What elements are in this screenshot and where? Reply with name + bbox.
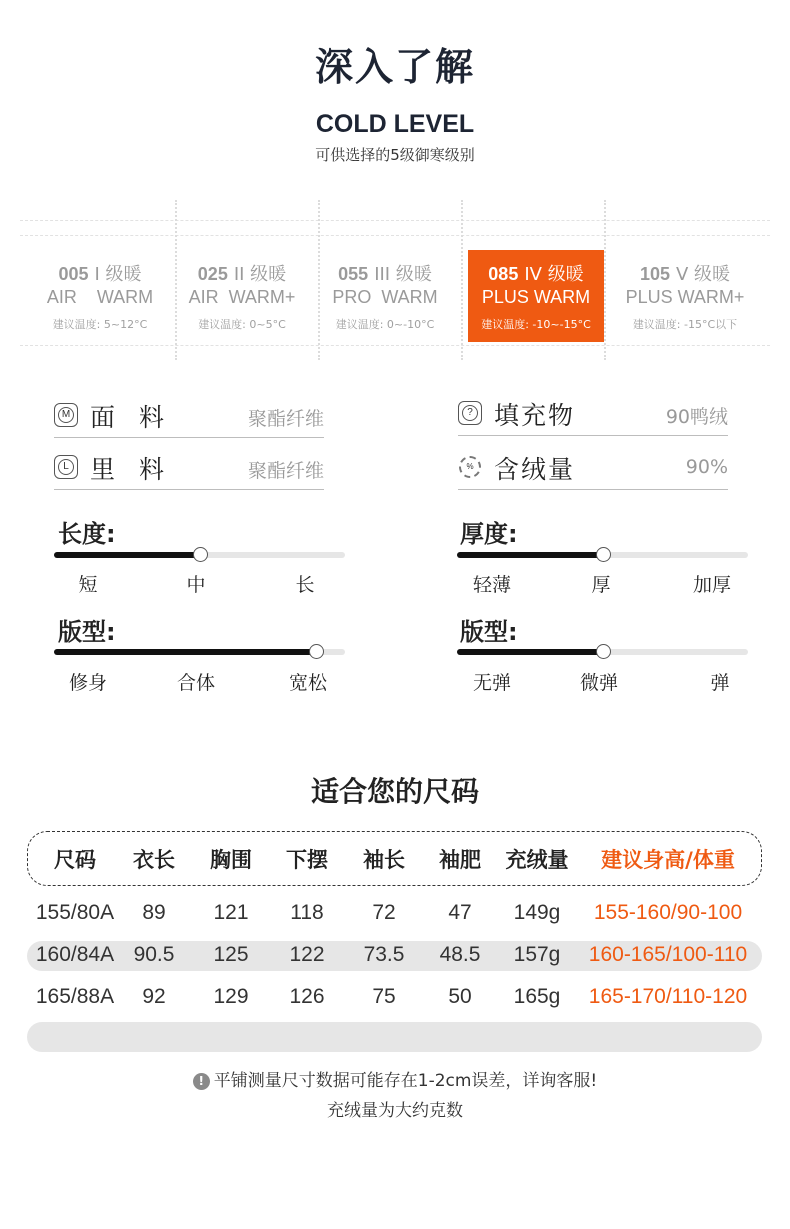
slider-fill [54,649,316,655]
slider-fill [54,552,200,558]
table-header-cell: 衣长 [133,848,175,872]
level-code: 055 [338,264,369,284]
lining-icon: L [54,455,78,479]
slider-knob [596,644,611,659]
fit-slider [54,649,345,655]
scale-tick: 宽松 [288,672,327,694]
divider [604,200,606,360]
scale-tick: 轻薄 [472,574,511,596]
level-grade: II 级暖 [233,264,287,285]
table-cell: 129 [213,985,249,1008]
table-cell: 75 [372,985,396,1008]
cold-level-105[interactable] [610,250,760,342]
slider-knob [309,644,324,659]
table-cell: 160-165/100-110 [588,943,748,966]
table-header-cell: 尺码 [54,848,96,872]
spec-value: 90% [685,456,728,478]
scale-tick: 中 [186,574,206,596]
slider-fill [457,649,603,655]
level-grade: I 级暖 [94,264,142,285]
slider-knob [596,547,611,562]
scale-title-stretch: 版型: [460,618,518,646]
table-header-cell: 袖肥 [439,848,481,872]
level-code: 025 [197,264,228,284]
length-slider [54,552,345,558]
table-cell: 118 [290,901,324,924]
level-name: AIR WARM+ [188,287,296,307]
spec-fabric [54,398,324,438]
table-cell: 165-170/110-120 [588,985,748,1008]
table-cell: 92 [142,985,166,1008]
table-cell: 157g [513,943,561,966]
table-cell: 72 [372,901,396,924]
percent-gauge-icon: % [458,455,482,479]
level-grade: V 级暖 [676,264,731,285]
level-temperature: 建议温度: 5~12°C [52,318,148,331]
table-cell: 73.5 [363,943,405,966]
cold-level-085-selected[interactable] [468,250,604,342]
spec-label: 填充物 [494,401,576,430]
level-temperature: 建议温度: -15°C以下 [632,318,738,331]
table-cell: 155-160/90-100 [593,901,743,924]
divider [461,200,463,360]
table-header-cell: 建议身高/体重 [601,848,735,872]
scale-title-thickness: 厚度: [460,520,518,548]
question-icon: ? [458,401,482,425]
thickness-slider [457,552,748,558]
divider [20,220,770,221]
spec-lining [54,450,324,490]
divider [20,235,770,236]
cold-level-005[interactable] [30,250,170,342]
slider-knob [193,547,208,562]
level-temperature: 建议温度: -10~-15°C [481,318,591,331]
size-table-title: 适合您的尺码 [310,775,479,808]
table-row-size: 155/80A [35,901,115,924]
scale-tick: 长 [295,574,315,596]
warning-icon: ! [193,1073,210,1090]
spec-value: 聚酯纤维 [247,460,324,482]
table-cell: 90.5 [133,943,175,966]
row-highlight [27,1022,762,1052]
table-cell: 48.5 [439,943,481,966]
scale-title-length: 长度: [58,520,116,548]
table-header-cell: 充绒量 [505,848,569,872]
level-temperature: 建议温度: 0~5°C [198,318,286,331]
level-name: AIR WARM [46,287,154,307]
table-cell: 126 [289,985,325,1008]
table-cell: 121 [213,901,249,924]
spec-value: 90鸭绒 [665,406,728,428]
level-name: PLUS WARM+ [625,287,745,307]
spec-label: 含绒量 [494,455,576,484]
level-name: PRO WARM [332,287,438,307]
scale-tick: 修身 [68,672,107,694]
scale-tick: 厚 [591,574,611,596]
scale-title-fit: 版型: [58,618,116,646]
stretch-slider [457,649,748,655]
level-grade: IV 级暖 [524,264,584,285]
cold-level-025[interactable] [172,250,312,342]
fabric-icon: M [54,403,78,427]
scale-tick: 弹 [710,672,730,694]
level-code: 085 [488,264,519,284]
level-grade: III 级暖 [374,264,432,285]
table-header-cell: 胸围 [210,848,252,872]
table-header-cell: 袖长 [363,848,405,872]
divider [20,345,770,346]
spec-label: 面 料 [90,403,172,432]
table-cell: 89 [142,901,166,924]
table-cell: 50 [448,985,472,1008]
scale-tick: 加厚 [692,574,731,596]
cold-level-subheading: 可供选择的5级御寒级别 [315,146,475,164]
table-cell: 125 [213,943,249,966]
table-header-cell: 下摆 [286,848,328,872]
table-row-size: 165/88A [35,985,115,1008]
spec-label: 里 料 [90,455,172,484]
level-code: 105 [639,264,670,284]
note-text: 平铺测量尺寸数据可能存在1-2cm误差，详询客服! [213,1071,598,1091]
slider-fill [457,552,603,558]
scale-tick: 无弹 [472,672,511,694]
scale-tick: 微弹 [579,672,618,694]
table-cell: 149g [513,901,561,924]
table-cell: 47 [448,901,472,924]
cold-level-055[interactable] [315,250,455,342]
spec-filling [458,396,728,436]
level-name: PLUS WARM [481,287,591,307]
level-code: 005 [58,264,89,284]
page-title: 深入了解 [314,45,475,89]
table-cell: 165g [513,985,561,1008]
cold-level-selector [20,200,770,360]
table-cell: 122 [289,943,325,966]
spec-down-content [458,450,728,490]
level-temperature: 建议温度: 0~-10°C [335,318,435,331]
down-weight-note: 充绒量为大约克数 [327,1101,463,1121]
spec-value: 聚酯纤维 [247,408,324,430]
measurement-note [0,1066,790,1091]
scale-tick: 合体 [176,672,215,694]
scale-tick: 短 [78,574,98,596]
table-row-size: 160/84A [35,943,115,966]
cold-level-heading: COLD LEVEL [315,110,475,138]
